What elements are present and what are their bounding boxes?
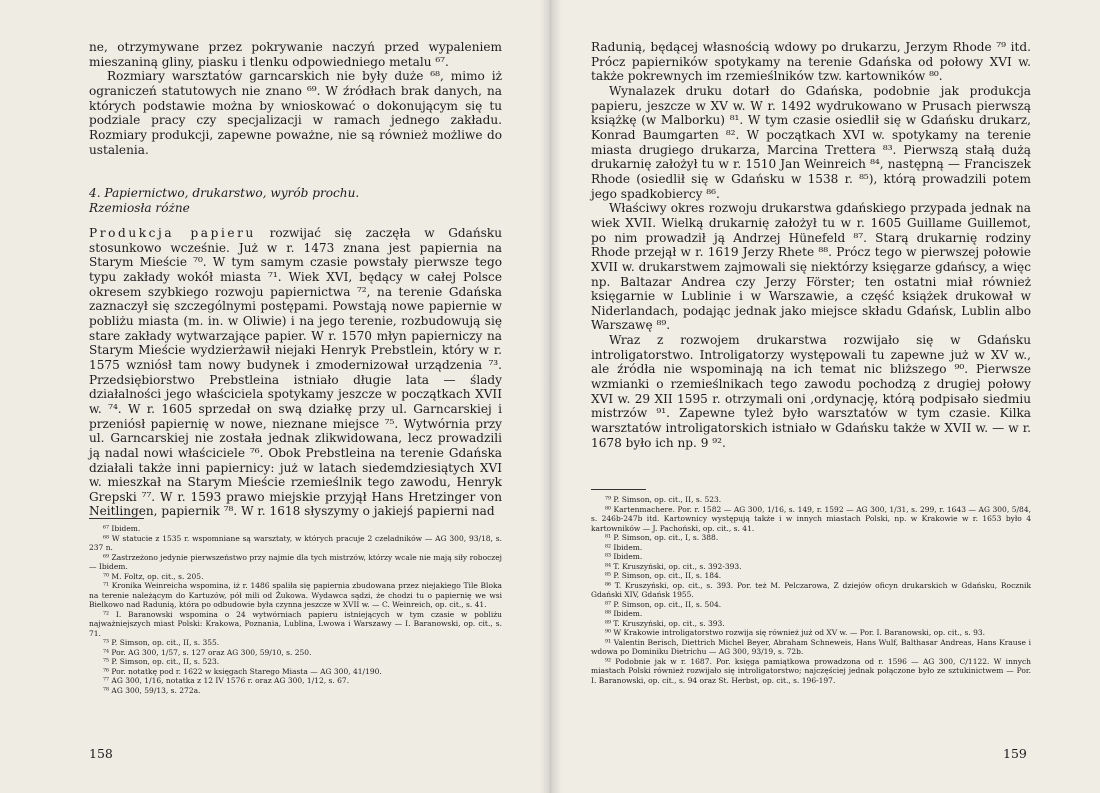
- footnote: ⁶⁷ Ibidem.: [103, 524, 141, 533]
- footnote: ⁷¹ Kronika Weinreicha wspomina, iż r. 1486 spaliła się papiernia zbudowana przez niejakiego Tile Bloka na terenie należącym do Kartuzów, pół mili od Żukowa. Wydawca sądzi, że chodzi tu o papiernię we wsi Bielkowo nad Radunią, która po odbudowie była czynna jeszcze w XVII w. — C. Weinreich, op. cit., s. 41.: [89, 581, 502, 609]
- footnote: ⁷⁸ AG 300, 59/13, s. 272a.: [103, 685, 201, 695]
- left-page: [0, 0, 549, 793]
- paragraph: Wynalazek druku dotarł do Gdańska, podobnie jak produkcja papieru, jeszcze w XV w. W r. 1492 wydrukowano w Prusach pierwszą książkę (w Malborku) ⁸¹. W tym czasie osiedlił się w Gdańsku drukarz, Konrad Baumgarten ⁸². W początkach XVI w. spotykamy na terenie miasta drugiego drukarza, Marcina Trettera ⁸³. Pierwszą stałą dużą drukarnię założył tu w r. 1510 Jan Weinreich ⁸⁴, następną — Franciszek Rhode (osiedlił się w Gdańsku w 1538 r. ⁸⁵), którą prowadzili potem jego spadkobiercy ⁸⁶.: [591, 83, 1031, 201]
- footnote-rule: [591, 489, 646, 490]
- footnote: ⁷² I. Baranowski wspomina o 24 wytwórniach papieru istniejących w tym czasie w pobliżu najważniejszych miast Polski: Krakowa, Poznania, Lublina, Lwowa i Warszawy — I. Baranowski, op. cit., s. 71.: [89, 609, 502, 638]
- footnote: ⁶⁹ Zastrzeżono jedynie pierwszeństwo przy najmie dla tych mistrzów, którzy wcale nie mają siły roboczej — Ibidem.: [89, 552, 502, 571]
- section-heading: 4. Papiernictwo, drukarstwo, wyrób prochu.: [89, 186, 360, 200]
- paragraph-rest: rozwijać się zaczęła w Gdańsku stosunkowo wcześnie. Już w r. 1473 znana jest papiernia na Starym Mieście ⁷⁰. W tym samym czasie powstały pierwsze tego typu zakłady wokół miasta ⁷¹. Wiek XVI, będący w całej Polsce okresem szybkiego rozwoju papiernictwa ⁷², na terenie Gdańska zaznaczył się szczególnymi postępami. Powstają nowe papiernie w pobliżu miasta (m. in. w Oliwie) i na jego terenie, rozbudowują się stare zakłady wytwarzające papier. W r. 1570 młyn papierniczy na Starym Mieście wydzierżawił niejaki Henryk Prebstlein, który w r. 1575 wzniósł tam nowy budynek i zmodernizował urządzenia ⁷³. Przedsiębiorstwo Prebstleina istniało długie lata — ślady działalności jego właściciela spotykamy jeszcze w początkach XVII w. ⁷⁴. W r. 1605 sprzedał on swą działkę przy ul. Garncarskiej i przeniósł papiernię w nowe, nieznane miejsce ⁷⁵. Wytwórnia przy ul. Garncarskiej nie została jednak zlikwidowana, lecz prowadzili ją nadal nowi właściciele ⁷⁶. Obok Prebstleina na terenie Gdańska działali także inni papiernicy: już w latach siedemdziesiątych XVI w. mieszkał na Starym Mieście rzemieślnik tego zawodu, Henryk Grepski ⁷⁷. W r. 1593 prawo miejskie przyjął Hans Hretzinger von Neitlingen, papiernik ⁷⁸. W r. 1618 słyszymy o jakiejś papierni nad: [89, 226, 502, 519]
- footnote: ⁸² Ibidem.: [605, 542, 643, 552]
- left-main-text: [89, 226, 502, 519]
- left-top-text: [89, 40, 502, 157]
- footnote: ⁸⁵ P. Simson, op. cit., II, s. 184.: [605, 571, 722, 580]
- paragraph: ne, otrzymywane przez pokrywanie naczyń przed wypaleniem mieszaniną gliny, piasku i tlenku odpowiedniego metalu ⁶⁷.: [89, 40, 502, 69]
- paragraph: Właściwy okres rozwoju drukarstwa gdańskiego przypada jednak na wiek XVII. Wielką drukarnię założył tu w r. 1605 Guillame Guillemot, po nim prowadził ją Andrzej Hünefeld ⁸⁷. Starą drukarnię rodziny Rhode przejął w r. 1619 Jerzy Rhete ⁸⁸. Prócz tego w pierwszej połowie XVII w. drukarstwem zajmowali się niektórzy księgarze gdańscy, a więc np. Baltazar Andrea czy Jerzy Förster; ten ostatni miał również księgarnie w Lublinie i w Warszawie, a część książek drukował w Niderlandach, podając jednak jako miejsce składu Gdańsk, Lublin albo Warszawę ⁸⁹.: [591, 201, 1031, 333]
- footnote: ⁸¹ P. Simson, op. cit., I, s. 388.: [605, 533, 719, 542]
- footnotes: [89, 524, 502, 695]
- footnote-rule: [89, 518, 144, 519]
- footnote: ⁸⁸ Ibidem.: [605, 609, 643, 618]
- footnote: ⁷⁹ P. Simson, op. cit., II, s. 523.: [605, 495, 722, 504]
- paragraph: [89, 226, 502, 519]
- footnote: ⁸⁹ T. Kruszyński, op. cit., s. 393.: [605, 618, 725, 628]
- footnote: ⁸⁰ Kartenmachere. Por. r. 1582 — AG 300, 1/16, s. 149, r. 1592 — AG 300, 1/31, s. 299, r. 1643 — AG 300, 5/84, s. 246b-247b itd. Kartownicy występują także i w innych miastach Polski, np. w Krakowie w r. 1653 było 4 kartowników — J. Pachoński, op. cit., s. 41.: [591, 504, 1031, 533]
- footnote: ⁷³ P. Simson, op. cit., II, s. 355.: [103, 638, 220, 647]
- footnote: ⁹⁰ W Krakowie introligatorstwo rozwija się również już od XV w. — Por. I. Baranowski, op. cit., s. 93.: [605, 628, 985, 637]
- footnote: ⁸³ Ibidem.: [605, 552, 643, 561]
- section-subheading: Rzemiosła różne: [89, 201, 190, 215]
- page-number: 159: [1003, 746, 1027, 761]
- footnote: ⁹¹ Valentin Berisch, Diettrich Michel Beyer, Abraham Schneweis, Hans Wulf, Balthasar Andreas, Hans Krause i wdowa po Dominiku Dietrichu — AG 300, 93/19, s. 72b.: [591, 637, 1031, 656]
- footnotes: [591, 495, 1031, 685]
- footnote: ⁷⁶ Por. notatkę pod r. 1622 w księgach Starego Miasta — AG 300, 41/190.: [103, 666, 382, 676]
- right-main-text: [591, 40, 1031, 450]
- footnote: ⁸⁶ T. Kruszyński, op. cit., s. 393. Por. też M. Pelczarowa, Z dziejów oficyn drukarskich w Gdańsku, Rocznik Gdański XIV, Gdańsk 1955.: [591, 580, 1031, 599]
- book-gutter: [540, 0, 562, 793]
- footnote: ⁸⁷ P. Simson, op. cit., II, s. 504.: [605, 599, 722, 609]
- footnote: ⁷⁷ AG 300, 1/16, notatka z 12 IV 1576 r. oraz AG 300, 1/12, s. 67.: [103, 676, 350, 685]
- paragraph: Rozmiary warsztatów garncarskich nie były duże ⁶⁸, mimo iż ograniczeń statutowych nie znano ⁶⁹. W źródłach brak danych, na których podstawie można by wnioskować o dokonującym się tu podziale pracy czy specjalizacji w ramach jednego zakładu. Rozmiary produkcji, zapewne poważne, nie są również możliwe do ustalenia.: [89, 69, 502, 157]
- footnote: ⁶⁸ W statucie z 1535 r. wspomniane są warsztaty, w których pracuje 2 czeladników — AG 300, 93/18, s. 237 n.: [89, 533, 502, 552]
- paragraph: Wraz z rozwojem drukarstwa rozwijało się w Gdańsku introligatorstwo. Introligatorzy występowali tu zapewne już w XV w., ale źródła nie wspominają na ich temat nic bliższego ⁹⁰. Pierwsze wzmianki o rzemieślnikach tego zawodu pochodzą z drugiej połowy XVI w. 29 XII 1595 r. otrzymali oni ,ordynację, którą podpisało siedmiu mistrzów ⁹¹. Zapewne tyleż było warsztatów w tym czasie. Kilka warsztatów introligatorskich istniało w Gdańsku także w XVII w. — w r. 1678 było ich np. 9 ⁹².: [591, 333, 1031, 450]
- paragraph: Radunią, będącej własnością wdowy po drukarzu, Jerzym Rhode ⁷⁹ itd. Prócz papierników spotykamy na terenie Gdańska od połowy XVI w. także pokrewnych im rzemieślników tzw. kartowników ⁸⁰.: [591, 40, 1031, 84]
- footnote: ⁹² Podobnie jak w r. 1687. Por. księga pamiątkowa prowadzona od r. 1596 — AG 300, C/1122. W innych miastach Polski również rozwijało się introligatorstwo; najczęściej jednak połączone było ze sztukinictwem — Por. I. Baranowski, op. cit., s. 94 oraz St. Herbst, op. cit., s. 196-197.: [591, 656, 1031, 685]
- page-number: 158: [89, 746, 113, 761]
- footnote: ⁷⁰ M. Foltz, op. cit., s. 205.: [103, 571, 204, 581]
- spaced-term: Produkcja papieru: [89, 226, 256, 240]
- footnote: ⁸⁴ T. Kruszyński, op. cit., s. 392-393.: [605, 561, 742, 571]
- footnote: ⁷⁵ P. Simson, op. cit., II, s. 523.: [103, 657, 220, 666]
- right-page: [551, 0, 1100, 793]
- footnote: ⁷⁴ Por. AG 300, 1/57, s. 127 oraz AG 300, 59/10, s. 250.: [103, 647, 312, 657]
